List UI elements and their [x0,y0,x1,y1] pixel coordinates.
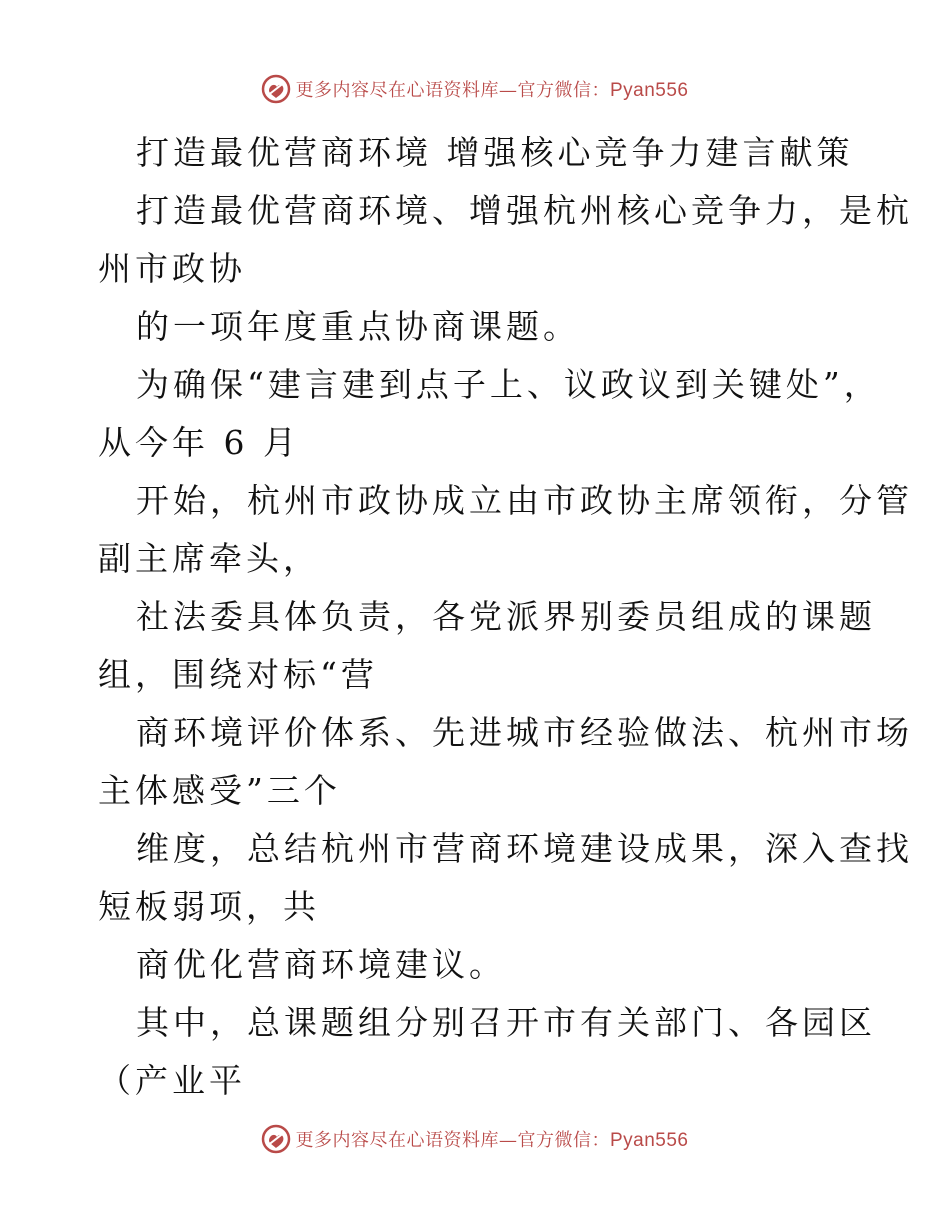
paragraph-line: （产业平 [98,1061,246,1100]
paragraph-line: 打造最优营商环境、增强杭州核心竞争力，是杭 [136,191,913,230]
paragraph-line: 其中，总课题组分别召开市有关部门、各园区 [136,1003,876,1042]
paragraph-line: 的一项年度重点协商课题。 [136,307,580,346]
paragraph-line: 从今年 6 月 [98,423,300,462]
watermark-label [295,76,688,102]
paragraph-line: 商环境评价体系、先进城市经验做法、杭州市场 [136,713,913,752]
watermark-text: 更多内容尽在心语资料库—官方微信： [295,80,610,101]
paragraph-line: 副主席牵头， [98,539,320,578]
paragraph-line: 社法委具体负责，各党派界别委员组成的课题 [136,597,876,636]
header-watermark [0,74,950,104]
document-body [98,124,913,1110]
watermark-label [295,1126,688,1152]
paragraph-line: 商优化营商环境建议。 [136,945,506,984]
paragraph-line: 维度，总结杭州市营商环境建设成果，深入查找 [136,829,913,868]
heart-logo-icon [261,1124,291,1154]
watermark-text: 更多内容尽在心语资料库—官方微信： [295,1130,610,1151]
paragraph-line: 组，围绕对标“营 [98,655,378,694]
paragraph-line: 主体感受”三个 [98,771,341,810]
paragraph-line: 开始，杭州市政协成立由市政协主席领衔，分管 [136,481,913,520]
paragraph-line: 为确保“建言建到点子上、议政议到关键处”， [136,365,881,404]
heart-logo-icon [261,74,291,104]
paragraph-line: 州市政协 [98,249,246,288]
footer-watermark [0,1124,950,1154]
document-title: 打造最优营商环境 增强核心竞争力建言献策 [136,133,854,172]
watermark-wechat-id: Pyan556 [609,80,689,101]
paragraph-line: 短板弱项，共 [98,887,320,926]
watermark-wechat-id: Pyan556 [609,1130,689,1151]
